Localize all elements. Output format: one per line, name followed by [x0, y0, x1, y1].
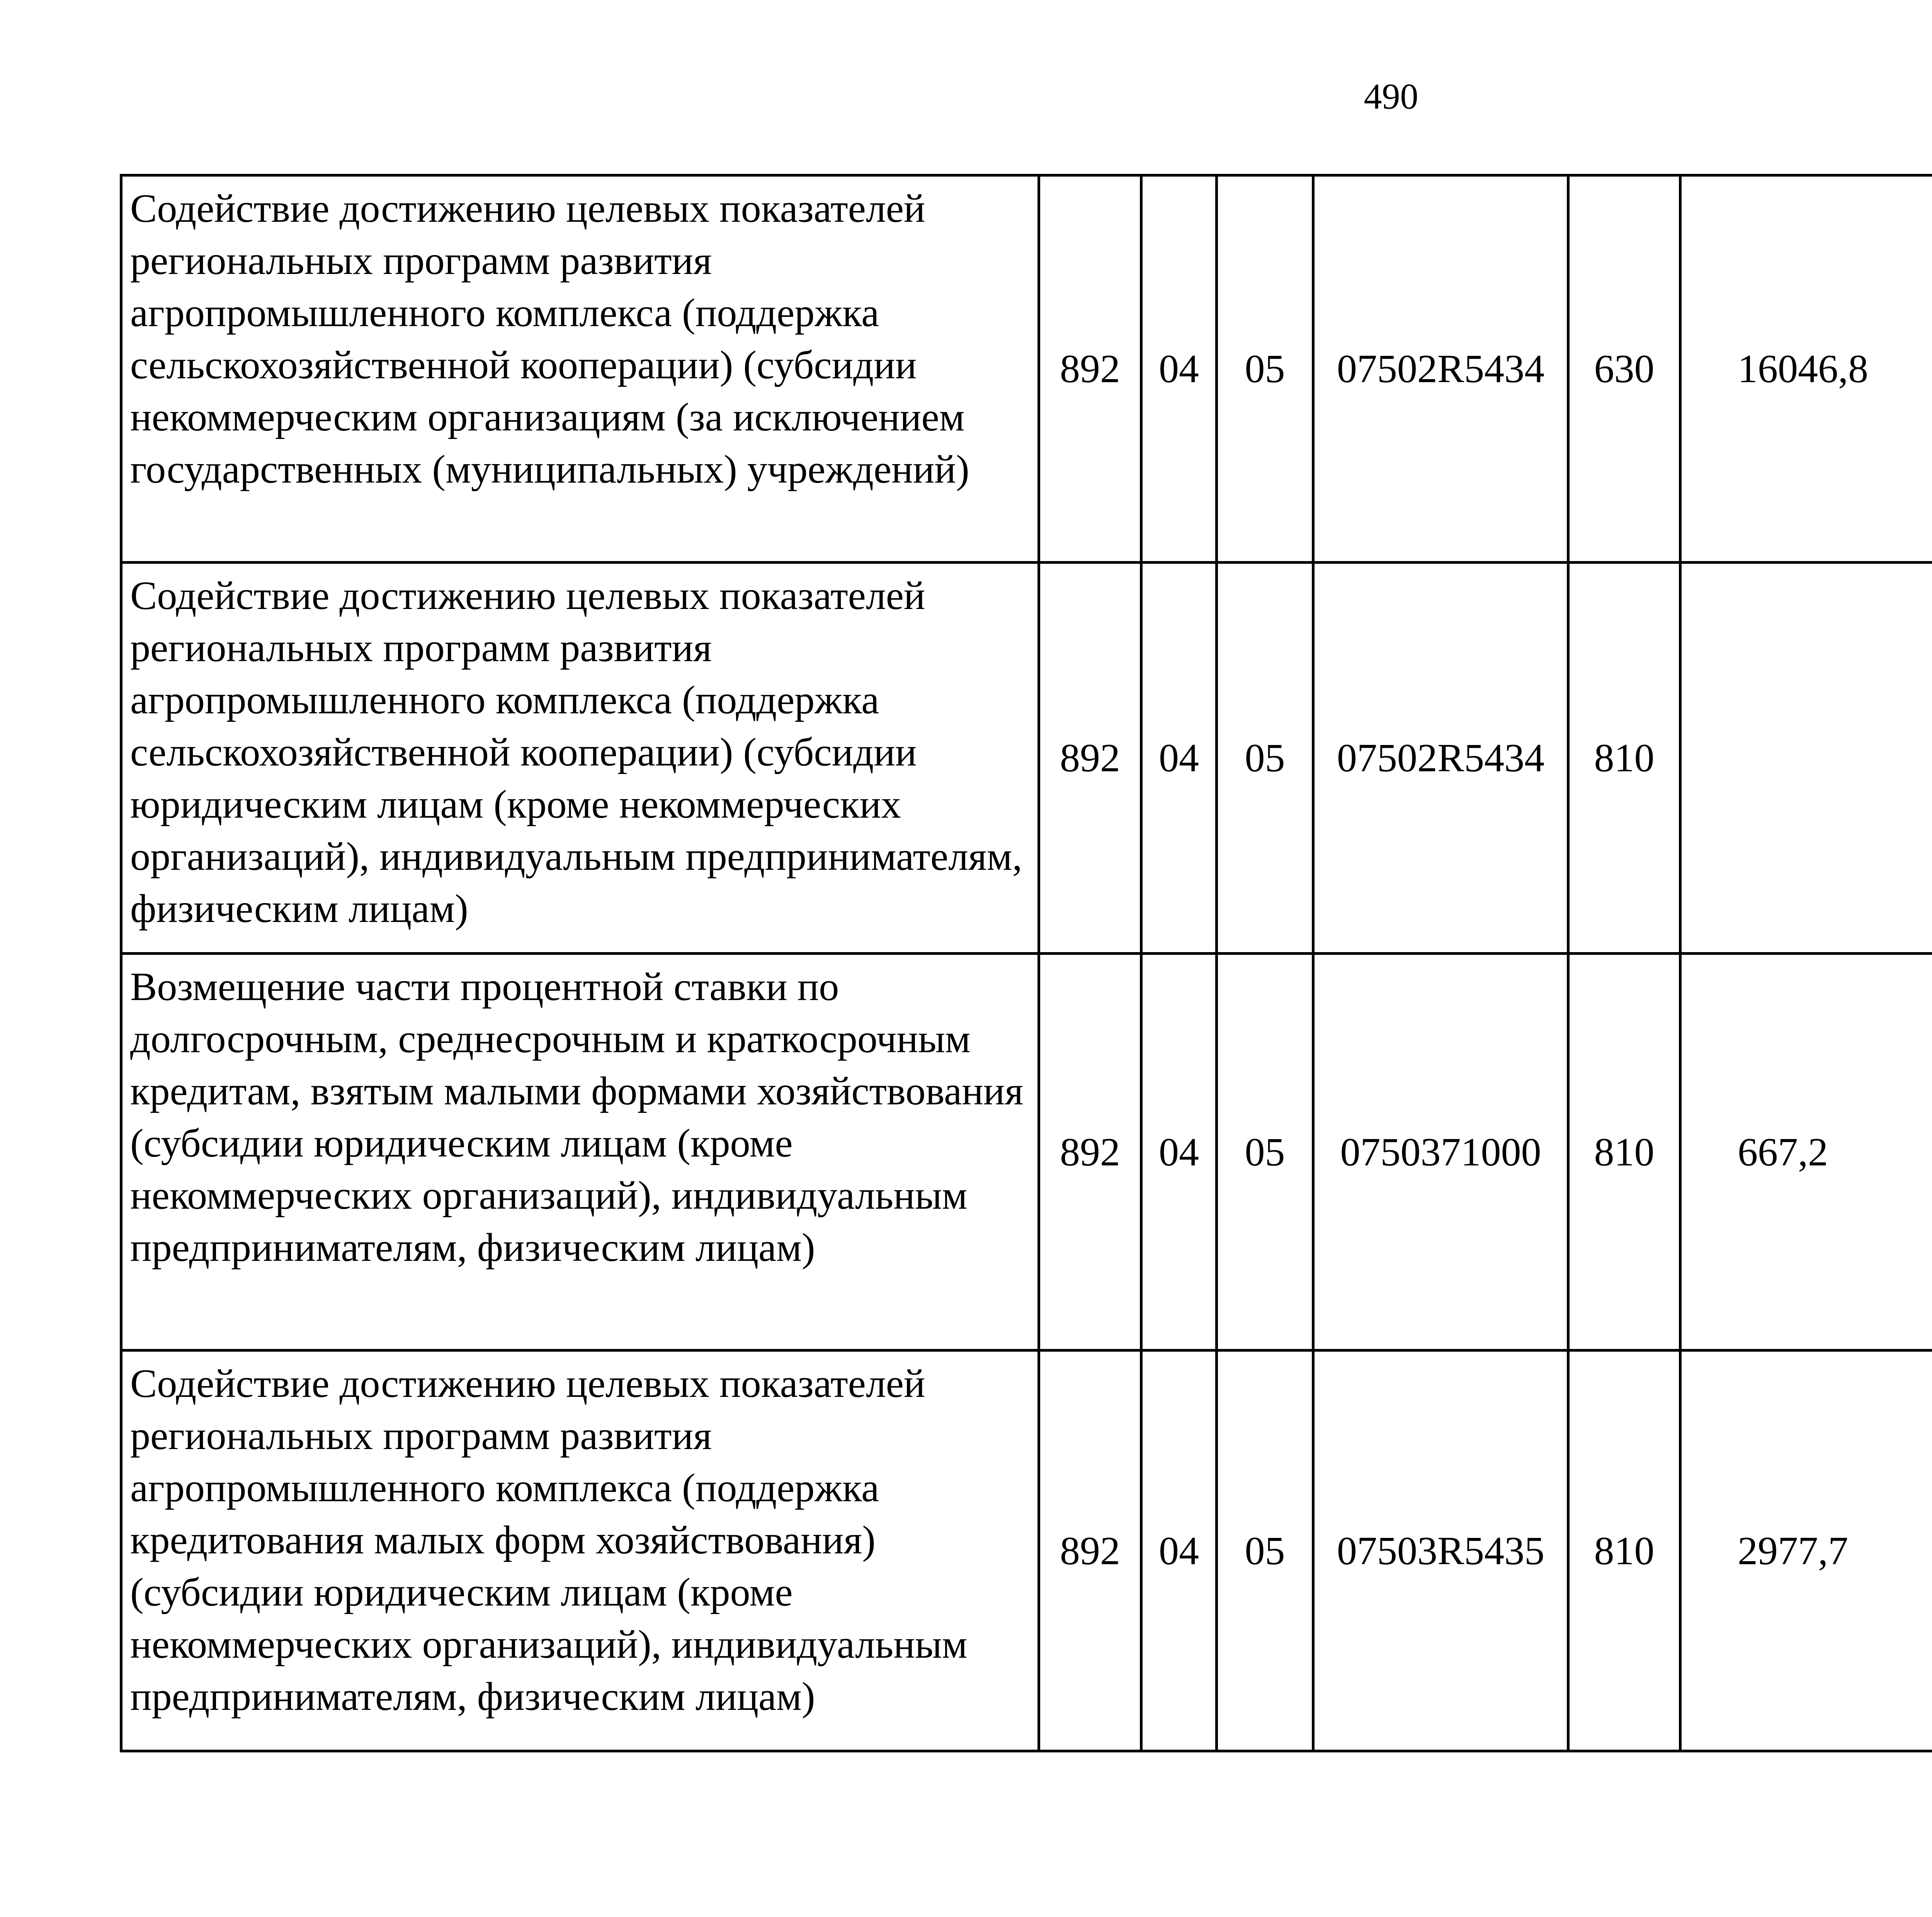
table-row: [121, 1351, 1932, 1751]
section-code-cell: 04: [1141, 175, 1217, 563]
expense-type-cell: 630: [1568, 175, 1680, 563]
section-code-cell: 04: [1141, 1351, 1217, 1751]
subsection-code-cell: 05: [1217, 954, 1313, 1351]
section-code-cell: 04: [1141, 954, 1217, 1351]
expense-type-cell: 810: [1568, 1351, 1680, 1751]
expense-description-cell: Содействие достижению целевых показателей региональных программ развития агропромышленного комплекса (поддержка сельскохозяйственной кооперации) (субсидии некоммерческим организациям (за исключением государственных (муниципальных) учреждений): [121, 175, 1039, 563]
table-row: [121, 954, 1932, 1351]
subsection-code-cell: 05: [1217, 1351, 1313, 1751]
target-article-cell: 07502R5434: [1313, 563, 1568, 954]
table-row: [121, 563, 1932, 954]
expense-description-cell: Содействие достижению целевых показателей региональных программ развития агропромышленного комплекса (поддержка кредитования малых форм хозяйствования) (субсидии юридическим лицам (кроме некоммерческих организаций), индивидуальным предпринимателям, физическим лицам): [121, 1351, 1039, 1751]
page-number: 490: [1364, 77, 1418, 117]
ministry-code-cell: 892: [1039, 954, 1141, 1351]
subsection-code-cell: 05: [1217, 175, 1313, 563]
amount-1-cell: 2977,7: [1680, 1351, 1932, 1751]
budget-table: [120, 174, 1932, 1752]
expense-description-cell: Содействие достижению целевых показателей региональных программ развития агропромышленного комплекса (поддержка сельскохозяйственной кооперации) (субсидии юридическим лицам (кроме некоммерческих организаций), индивидуальным предпринимателям, физическим лицам): [121, 563, 1039, 954]
ministry-code-cell: 892: [1039, 1351, 1141, 1751]
expense-description-cell: Возмещение части процентной ставки по долгосрочным, среднесрочным и краткосрочным кредитам, взятым малыми формами хозяйствования (субсидии юридическим лицам (кроме некоммерческих организаций), индивидуальным предпринимателям, физическим лицам): [121, 954, 1039, 1351]
table-row: [121, 175, 1932, 563]
amount-1-cell: 16046,8: [1680, 175, 1932, 563]
expense-type-cell: 810: [1568, 954, 1680, 1351]
ministry-code-cell: 892: [1039, 175, 1141, 563]
amount-1-cell: [1680, 563, 1932, 954]
target-article-cell: 0750371000: [1313, 954, 1568, 1351]
amount-1-cell: 667,2: [1680, 954, 1932, 1351]
target-article-cell: 07503R5435: [1313, 1351, 1568, 1751]
target-article-cell: 07502R5434: [1313, 175, 1568, 563]
subsection-code-cell: 05: [1217, 563, 1313, 954]
ministry-code-cell: 892: [1039, 563, 1141, 954]
section-code-cell: 04: [1141, 563, 1217, 954]
expense-type-cell: 810: [1568, 563, 1680, 954]
